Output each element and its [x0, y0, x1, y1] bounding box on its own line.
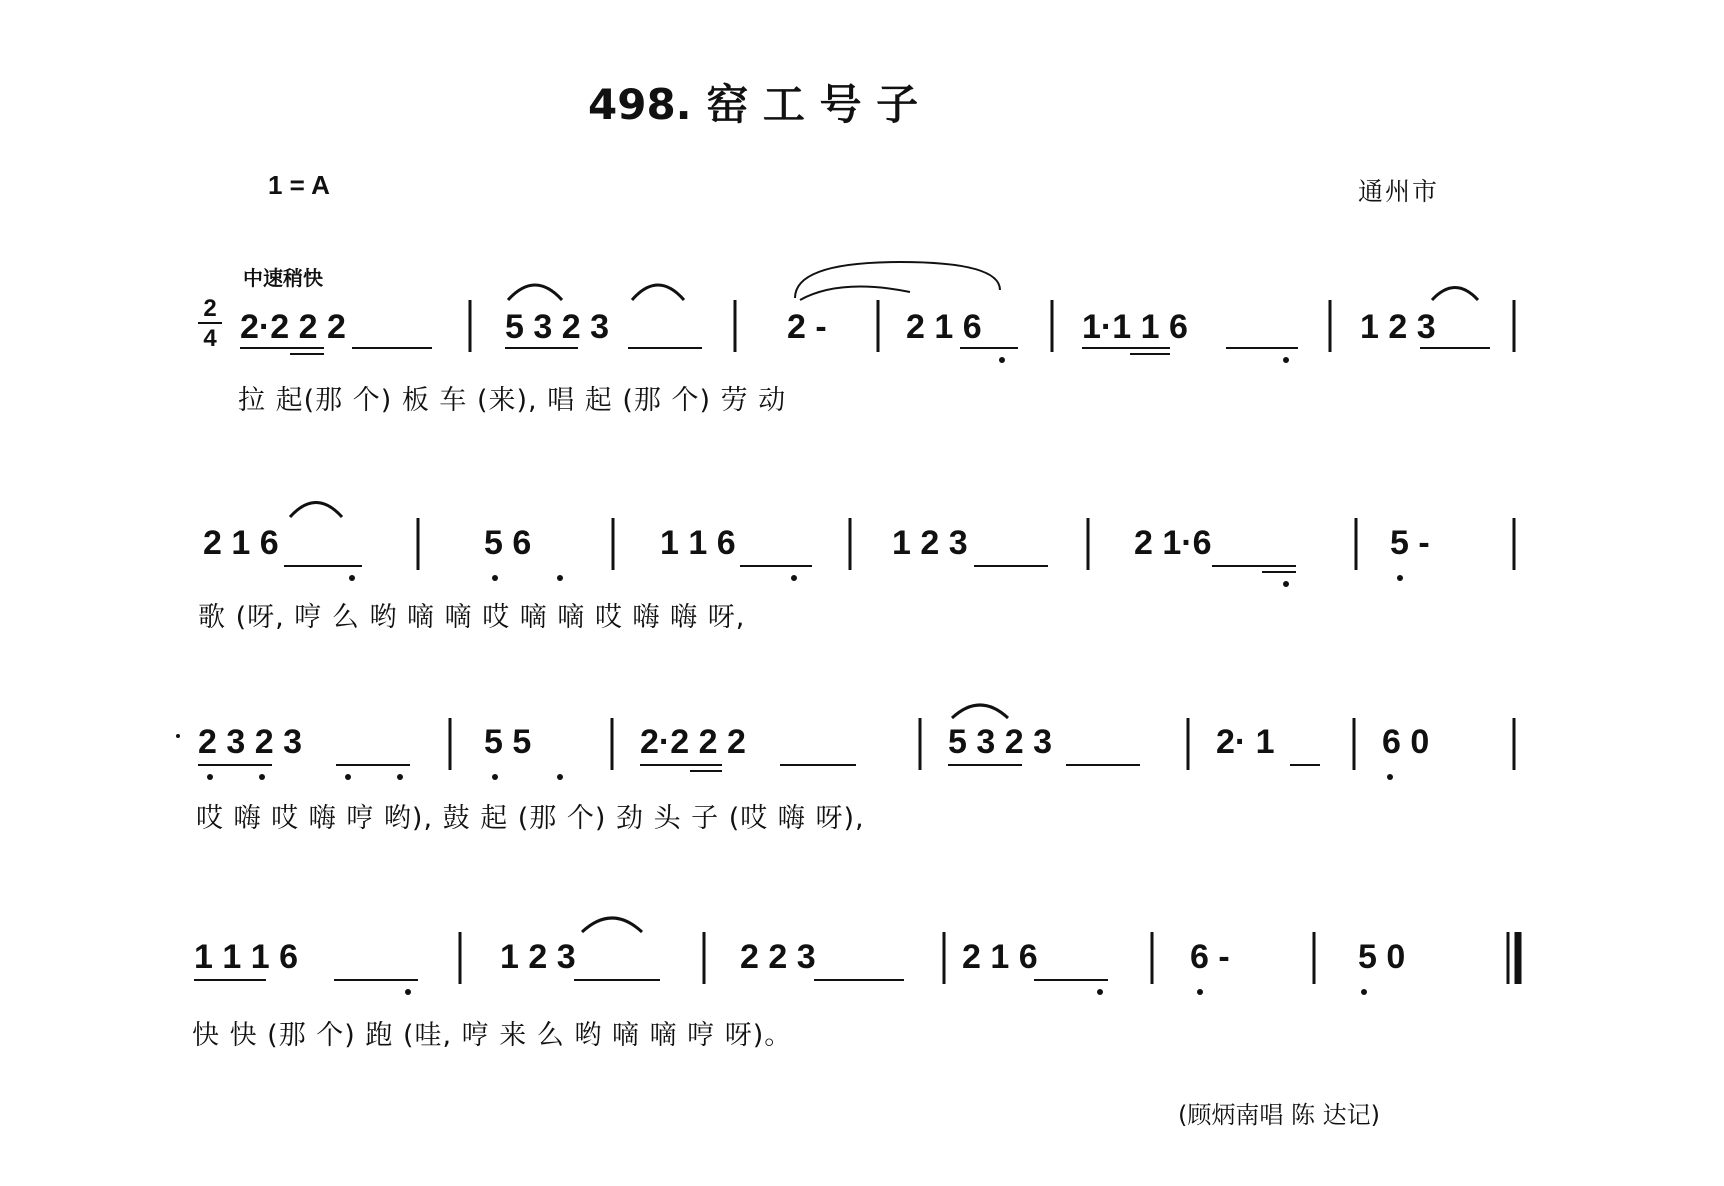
measure: 6 0 [1382, 723, 1430, 761]
measure: 2·2 2 2 [640, 723, 746, 761]
measure: 1 2 3 [1360, 308, 1436, 346]
measure: 2 3 2 3 [198, 723, 302, 761]
measure: 1 1 1 6 [194, 938, 298, 976]
lyrics-line: 快 快 (那 个) 跑 (哇, 哼 来 么 哟 嘀 嘀 哼 呀)。 [192, 1020, 793, 1051]
measure: 2· 1 [1216, 723, 1275, 761]
tempo-marking: 中速稍快 [243, 266, 323, 290]
measure: 2 2 3 [740, 938, 816, 976]
credit-line: (顾炳南唱 陈 达记) [1178, 1101, 1380, 1129]
region-label: 通州市 [1358, 177, 1440, 206]
measure: 2·2 2 2 [240, 308, 346, 346]
measure: 2 1·6 [1134, 524, 1212, 562]
measure: 1 1 6 [660, 524, 736, 562]
measure: 1 2 3 [500, 938, 576, 976]
measure: 1 2 3 [892, 524, 968, 562]
measure: 1·1 1 6 [1082, 308, 1188, 346]
measure: 5 3 2 3 [948, 723, 1052, 761]
time-signature-bottom: 4 [203, 325, 217, 352]
measure: 2 1 6 [203, 524, 279, 562]
song-title: 498. 窑 工 号 子 [588, 80, 919, 129]
key-signature: 1 = A [268, 170, 330, 200]
measure: 2 1 6 [906, 308, 982, 346]
measure: 6 - [1190, 938, 1230, 976]
measure: 2 1 6 [962, 938, 1038, 976]
measure: 5 3 2 3 [505, 308, 609, 346]
lyrics-line: 歌 (呀, 哼 么 哟 嘀 嘀 哎 嘀 嘀 哎 嗨 嗨 呀, [198, 602, 746, 633]
measure: 5 6 [484, 524, 532, 562]
lyrics-line: 拉 起(那 个) 板 车 (来), 唱 起 (那 个) 劳 动 [238, 385, 787, 416]
time-signature-top: 2 [203, 295, 217, 322]
measure: 5 - [1390, 524, 1430, 562]
lyrics-line: 哎 嗨 哎 嗨 哼 哟), 鼓 起 (那 个) 劲 头 子 (哎 嗨 呀), [196, 803, 865, 834]
measure: 5 5 [484, 723, 532, 761]
measure: 2 - [787, 308, 827, 346]
measure: 5 0 [1358, 938, 1406, 976]
